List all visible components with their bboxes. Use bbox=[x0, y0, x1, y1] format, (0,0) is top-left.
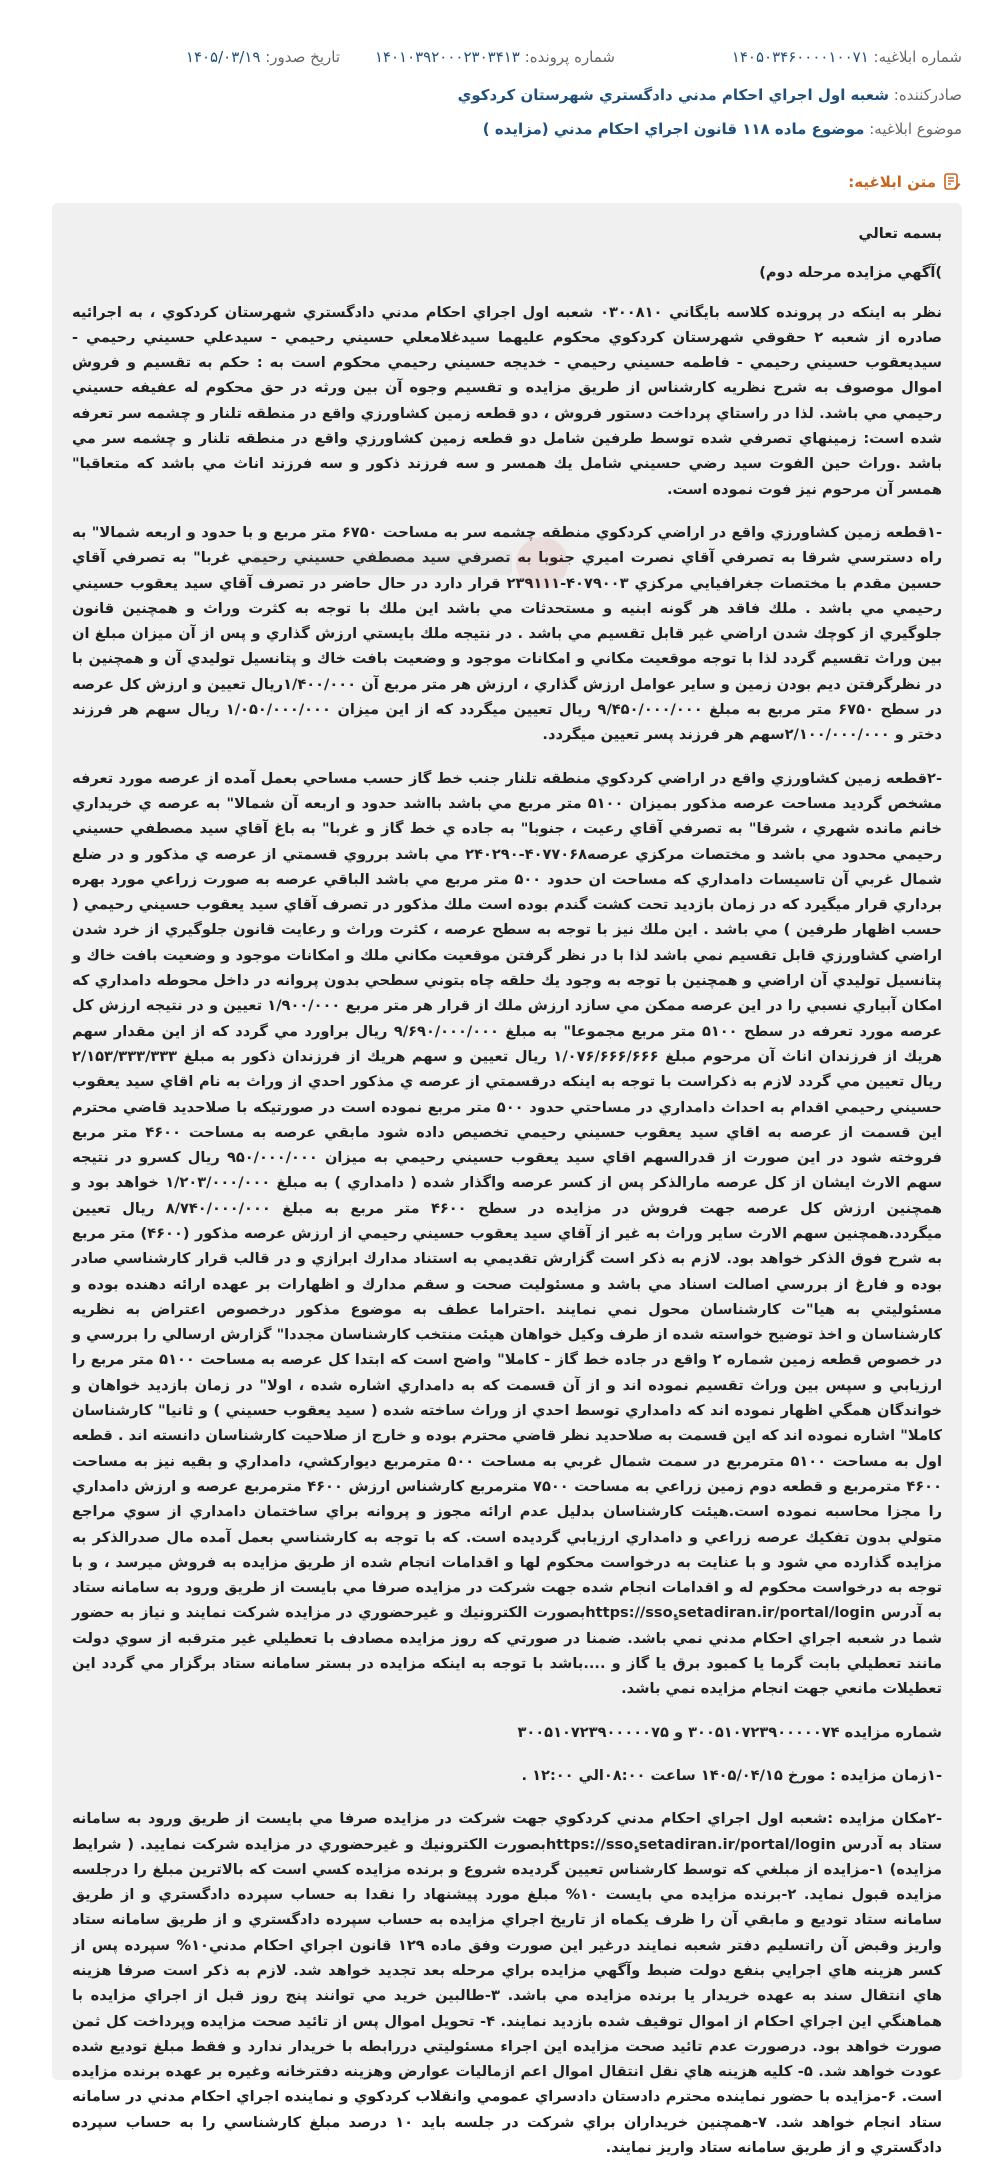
notice-paragraph-intro: نظر به اينكه در پرونده كلاسه بايگاني ۰۳۰۰۸۱۰ شعبه اول اجراي احكام مدني دادگستري شهرستان كردكوي ، به اجرائيه صادره از شعبه ۲ حقوقي شهرستان كردكوي محكوم عليهما سيدغلامعلي حسيني رحيمي - سيدعلي حسيني رحيمي - سيديعقوب حسيني رحيمي - فاطمه حسيني رحيمي - خديجه حسيني رحيمي محكوم است به : حكم به تقسيم و فروش اموال موصوف به شرح نظريه كارشناس از طريق مزايده و تقسيم وجوه آن بين ورثه در حق محكوم له عفيفه حسيني رحيمي مي باشد. لذا در راستاي پرداخت دستور فروش ، دو قطعه زمين كشاورزي واقع در منطقه تلنار و چشمه سر تعرفه شده است: زمينهاي تصرفي شده توسط طرفين شامل دو قطعه زمين كشاورزي واقع در منطقه تلنار و چشمه سر مي باشد .وراث حين الفوت سيد رضي حسيني شامل يك همسر و سه فرزند ذكور و سه فرزند اناث مي باشد كه متعاقبا" همسر آن مرحوم نيز فوت نموده است. bbox=[72, 303, 942, 498]
subject-line bbox=[483, 120, 962, 138]
section-title bbox=[848, 170, 962, 194]
notice-auction-numbers: شماره مزايده ۳۰۰۵۱۰۷۲۳۹۰۰۰۰۰۷۴ و ۳۰۰۵۱۰۷۲۳۹۰۰۰۰۰۷۵ bbox=[517, 1723, 942, 1741]
issue-date-label: تاريخ صدور: bbox=[265, 48, 340, 66]
issue-date-value: ۱۴۰۵/۰۳/۱۹ bbox=[185, 48, 261, 66]
meta-row bbox=[0, 48, 1000, 74]
notice-paragraph-parcel-2: -۲قطعه زمين كشاورزي واقع در اراضي كردكوي منطقه تلنار جنب خط گاز حسب مساحي بعمل آمده از عرصه مورد تعرفه مشخص گرديد مساحت عرصه مذكور بميزان ۵۱۰۰ متر مربع مي باشد بااشد حدود و اربعه آن شمالا" به عرصه ي خريداري خانم مانده شهري ، شرقا" به تصرفي آقاي رعيت ، جنوبا" به جاده ي خط گاز و غربا" به باغ آقاي سيد مصطفي حسيني رحيمي محدود مي باشد و مختصات مركزي عرصه۴۰۷۷۰۶۸-۲۴۰۲۹۰ مي باشد برروي قسمتي از عرصه ي مذكور و در ضلع شمال غربي آن تاسيسات دامداري كه مساحت ان حدود ۵۰۰ متر مربع مي باشد الباقي عرصه به صورت زراعي مورد بهره برداري قرار ميگيرد كه در زمان بازديد تحت كشت گندم بوده است ملك مذكور در تصرف آقاي سيد يعقوب حسيني رحيمي ( حسب اظهار طرفين ) مي باشد . اين ملك نيز با توجه به سطح عرصه ، كثرت وراث و رعايت قانون جلوگيري از خرد شدن اراضي كشاورزي قابل تقسيم نمي باشد لذا با در نظر گرفتن موقعيت مكاني ملك و امكانات موجود و وضعيت بافت خاك و پتانسيل توليدي آن اراضي و همچنين با توجه به وجود يك حلقه چاه بتوني سطحي بدون پروانه در داخل محوطه دامداري كه امكان آبياري نسبي را در اين عرصه ممكن مي سازد ارزش ملك از قرار هر متر مربع ۱/۹۰۰/۰۰۰ تعيين و در نتيجه ارزش كل عرصه مورد تعرفه در سطح ۵۱۰۰ متر مربع مجموعا" به مبلغ ۹/۶۹۰/۰۰۰/۰۰۰ ريال براورد مي گردد كه از اين مقدار سهم هريك از فرزندان اناث آن مرحوم مبلغ ۱/۰۷۶/۶۶۶/۶۶۶ ريال تعيين و سهم هريك از فرزندان ذكور به مبلغ ۲/۱۵۳/۳۳۳/۳۳۳ ريال تعيين مي گردد لازم به ذكراست با توجه به اينكه درقسمتي از عرصه ي مذكور احدي از وراث به نام اقاي سيد يعقوب حسيني رحيمي اقدام به احداث دامداري در مساحتي حدود ۵۰۰ متر مربع نموده است در صورتيكه با صلاحديد قاضي محترم اين قسمت از عرصه به اقاي سيد يعقوب حسيني رحيمي تخصيص داده شود مابقي عرصه به مساحت ۴۶۰۰ متر مربع فروخته شود در اين صورت از قدرالسهم اقاي سيد يعقوب حسيني رحيمي به ميزان ۹۵۰/۰۰۰/۰۰۰ ريال كسرو در نتيجه سهم الارث ايشان از كل عرصه مارالذكر پس از كسر عرصه واگذار شده ( دامداري ) به مبلغ ۱/۲۰۳/۰۰۰/۰۰۰ خواهد بود و همچنين ارزش كل عرصه جهت فروش در مزايده در سطح ۴۶۰۰ متر مربع به مبلغ ۸/۷۴۰/۰۰۰/۰۰۰ ريال تعيين ميگردد.همچنين سهم الارث ساير وراث به غير از آقاي سيد يعقوب حسيني رحيمي از ارزش عرصه مذكور (۴۶۰۰) متر مربع به شرح فوق الذكر خواهد بود. لازم به ذكر است گزارش تقديمي به استناد مدارك ابرازي و در قالب قرار كارشناسي صادر بوده و فارغ از بررسي اصالت اسناد مي باشد و مسئوليت صحت و سقم مدارك و اظهارات بر عهده ارائه دهنده بوده و مسئوليتي به هيا"ت كارشناسان محول نمي نمايند .احتراما عطف به موضوع مذكور درخصوص اعتراض به نظريه كارشناسان و اخذ توضيح خواسته شده از طرف وكيل خواهان هيئت منتخب كارشناسان مجددا" گزارش ارسالي را بررسي و در خصوص قطعه زمين شماره ۲ واقع در جاده خط گاز - كاملا" واضح است كه ابتدا كل عرصه به مساحت ۵۱۰۰ متر مربع را ارزيابي و سپس بين وراث تقسيم نموده اند و از آن قسمت كه به دامداري اشاره شده ، اولا" در زمان بازديد خواهان و خواندگان همگي اظهار نموده اند كه دامداري توسط احدي از وراث ساخته شده ( سيد يعقوب حسيني ) و ثانيا" كارشناسان كاملا" اشاره نموده اند كه اين قسمت به صلاحديد نظر قاضي محترم بوده و خارج از صلاحيت كارشناسان دانسته اند . قطعه اول به مساحت ۵۱۰۰ مترمربع در سمت شمال غربي به مساحت ۵۰۰ مترمربع ديواركشي، دامداري و بقيه نيز به مساحت ۴۶۰۰ مترمربع و قطعه دوم زمين زراعي به مساحت ۷۵۰۰ مترمربع كارشناس ارزش ۴۶۰۰ مترمربع عرصه و ارزش دامداري را مجزا محاسبه نموده است.هيئت كارشناسان بدليل عدم ارائه مجوز و پروانه براي ساختمان دامداري از سوي مراجع متولي بدون تفكيك عرصه زراعي و دامداري ارزيابي گرديده است. كه با توجه به كارشناسي بعمل آمده مال صدرالذكر به مزايده گذارده مي شود و با عنايت به درخواست محكوم لها و اقدامات انجام شده از طريق مزايده به فروش ميرسد ، و با توجه به درخواست محكوم له و اقدامات انجام شده جهت شركت در مزايده صرفا مي بايست از طريق ورود به سامانه ستاد به آدرس https://ssoٍ.setadiran.ir/portal/loginبصورت الكترونيك و غيرحضوري در مزايده شركت نمايند و نياز به حضور شما در شعبه اجراي احكام مدني نمي باشد. ضمنا در صورتي كه روز مزايده مصادف با تعطيلي غير مترقبه از سوي دولت مانند تعطيلي بابت گرما يا كمبود برق يا گاز و ....باشد با توجه به اينكه مزايده در بستر سامانه ستاد برگزار مي گردد اين تعطيلات مانعي جهت انجام مزايده نمي باشد. bbox=[72, 769, 943, 1698]
issue-date bbox=[186, 48, 340, 66]
notice-number-label: شماره ابلاغيه: bbox=[873, 48, 962, 66]
notice-auction-conditions: -۲مكان مزايده :شعبه اول اجراي احكام مدني كردكوي جهت شركت در مزايده صرفا مي بايست از طريق ورود به سامانه ستاد به آدرس https://ssoٍ.setadiran.ir/portal/loginبصورت الكترونيك و غيرحضوري در مزايده شركت نماييد. ( شرايط مزايده) ۱-مزايده از مبلغي كه توسط كارشناس تعيين گرديده شروع و برنده مزايده كسي است كه بالاترين مبلغ را درجلسه مزايده قبول نمايد. ۲-برنده مزايده مي بايست ۱۰% مبلغ مورد پيشنهاد را نقدا به حساب سپرده دادگستري و از طريق سامانه ستاد توديع و مابقي آن را ظرف يكماه از تاريخ اجراي مزايده به حساب سپرده دادگستري و از طريق سامانه ستاد واريز وقبض آن راتسليم دفتر شعبه نمايند درغير اين صورت وفق ماده ۱۲۹ قانون اجراي احكام مدني۱۰% سپرده پس از كسر هزينه هاي اجرايي بنفع دولت ضبط وآگهي مزايده براي مرحله بعد تجديد خواهد شد. لازم به ذكر است صرفا هزينه هاي انتقال سند به عهده خريدار يا برنده مزايده مي باشد. ۳-طالبين خريد مي توانند پنج روز قبل از اجراي مزايده با هماهنگي اين اجراي احكام از اموال توقيف شده بازديد نمايند. ۴- تحويل اموال پس از تائيد صحت مزايده وپرداخت كل ثمن صورت خواهد بود. درصورت عدم تائيد صحت مزايده اين اجراء مسئوليتي دررابطه با خريدار ندارد و فقط مبلغ توديع شده عودت خواهد شد. ۵- كليه هزينه هاي نقل انتقال اموال اعم ازماليات عوارض وهزينه دفترخانه وغيره بر عهده برنده مزايده است. ۶-مزايده با حضور نماينده محترم دادستان دادسراي عمومي وانقلاب كردكوي و نماينده اجراي احكام مدني در سامانه ستاد انجام خواهد شد. ۷-همچنين خريداران براي شركت در جلسه بايد ۱۰ درصد مبلغ كارشناسي را به حساب سپرده دادگستري و از طريق سامانه ستاد واريز نمايند. bbox=[72, 1810, 943, 2157]
case-number-label: شماره پرونده: bbox=[524, 48, 615, 66]
notice-heading: بسمه تعالي bbox=[858, 225, 942, 242]
issuer-line bbox=[458, 86, 962, 104]
subject-label: موضوع ابلاغيه: bbox=[869, 120, 962, 138]
notice-number bbox=[732, 48, 962, 66]
notice-content bbox=[52, 203, 962, 2157]
notice-auction-time: -۱زمان مزايده : مورخ ۱۴۰۵/۰۴/۱۵ ساعت ۰۸:۰۰الي ۱۲:۰۰ . bbox=[521, 1766, 942, 1784]
case-number bbox=[375, 48, 615, 66]
case-number-value: ۱۴۰۱۰۳۹۲۰۰۰۲۳۰۳۴۱۳ bbox=[374, 48, 520, 66]
section-title-text: متن ابلاغيه: bbox=[848, 173, 936, 191]
notice-subheading: )آگهي مزايده مرحله دوم) bbox=[759, 264, 942, 282]
notice-paragraph-parcel-1: -۱قطعه زمين كشاورزي واقع در اراضي كردكوي منطقه چشمه سر به مساحت ۶۷۵۰ متر مربع و با حدود و اربعه شمالا" به راه دسترسي شرقا به تصرفي آقاي نصرت اميري جنوبا به تصرفي سيد مصطفي حسيني رحيمي غربا" به تصرفي آقاي حسين مقدم با مختصات جغرافيايي مركزي ۴۰۷۹۰۰۳-۲۳۹۱۱۱ قرار دارد در حال حاضر در تصرف آقاي سيد يعقوب حسيني رحيمي مي باشد . ملك فاقد هر گونه ابنيه و مستحدثات مي باشد اين ملك با توجه به كثرت وراث و همچنين قانون جلوگيري از كوچك شدن اراضي غير قابل تقسيم مي باشد . در نتيجه ملك بايستي ارزش گذاري و پس از آن ميزان مبلغ ان بين وراث تقسيم گردد لذا با توجه موقعيت مكاني و امكانات موجود و وضعيت بافت خاك و پتانسيل توليدي آن و همچنين با در نظرگرفتن ديم بودن زمين و ساير عوامل ارزش گذاري ، ارزش هر متر مربع آن ۱/۴۰۰/۰۰۰ريال تعيين و ارزش كل عرصه در سطح ۶۷۵۰ متر مربع به مبلغ ۹/۴۵۰/۰۰۰/۰۰۰ ريال تعيين ميگردد كه از اين ميزان ۱/۰۵۰/۰۰۰/۰۰۰ ريال سهم هر فرزند دختر و ۲/۱۰۰/۰۰۰/۰۰۰سهم هر فرزند پسر تعيين ميگردد. bbox=[72, 523, 943, 744]
notice-number-value: ۱۴۰۵۰۳۴۶۰۰۰۰۱۰۰۷۱ bbox=[731, 48, 869, 66]
document-edit-icon bbox=[942, 172, 962, 192]
issuer-label: صادرکننده: bbox=[893, 86, 962, 104]
subject-value: موضوع ماده ۱۱۸ قانون اجراي احكام مدني (مزايده ) bbox=[482, 120, 865, 138]
issuer-value: شعبه اول اجراي احكام مدني دادگستري شهرستان كردكوي bbox=[457, 86, 889, 104]
